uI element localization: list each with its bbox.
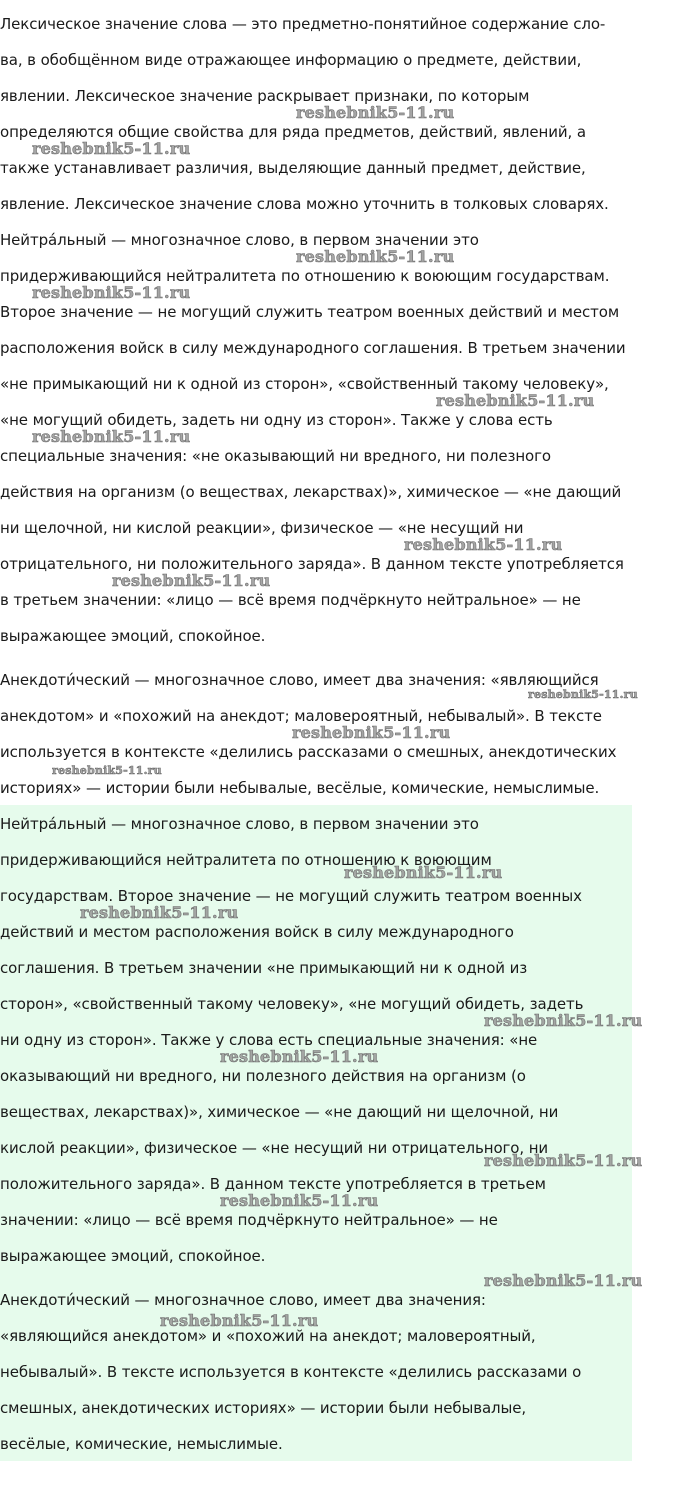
watermark: reshebnik5-11.ru	[296, 103, 455, 122]
watermark: reshebnik5-11.ru	[404, 535, 563, 554]
text-line: историях» — истории были небывалые, весёлые, комические, немыслимые.	[0, 779, 600, 797]
text-line: Лексическое значение слова — это предметно-понятийное содержание сло-	[0, 15, 606, 33]
text-line: используется в контексте «делились рассказами о смешных, анекдотических	[0, 743, 617, 761]
watermark: reshebnik5-11.ru	[112, 571, 271, 590]
text-line: анекдотом» и «похожий на анекдот; маловероятный, небывалый». В тексте	[0, 707, 602, 725]
text-line: действия на организм (о веществах, лекарствах)», химическое — «не дающий	[0, 483, 622, 501]
text-line: выражающее эмоций, спокойное.	[0, 1247, 266, 1265]
text-line: отрицательного, ни положительного заряда». В данном тексте употребляется	[0, 555, 624, 573]
text-line: действий и местом расположения войск в силу международного	[0, 923, 514, 941]
text-line: смешных, анекдотических историях» — истории были небывалые,	[0, 1399, 527, 1417]
text-line: явлении. Лексическое значение раскрывает признаки, по которым	[0, 87, 530, 105]
text-line: соглашения. В третьем значении «не примыкающий ни к одной из	[0, 959, 528, 977]
watermark: reshebnik5-11.ru	[32, 283, 191, 302]
watermark: reshebnik5-11.ru	[220, 1191, 379, 1210]
watermark: reshebnik5-11.ru	[528, 688, 638, 701]
text-line: небывалый». В тексте используется в контексте «делились рассказами о	[0, 1363, 582, 1381]
watermark: reshebnik5-11.ru	[436, 391, 595, 410]
text-line: Нейтра́льный — многозначное слово, в первом значении это	[0, 815, 479, 833]
text-line: придерживающийся нейтралитета по отношению к воюющим государствам.	[0, 267, 610, 285]
watermark: reshebnik5-11.ru	[292, 723, 451, 742]
text-line: ни одну из сторон». Также у слова есть специальные значения: «не	[0, 1031, 538, 1049]
text-line: явление. Лексическое значение слова можно уточнить в толковых словарях.	[0, 195, 609, 213]
watermark: reshebnik5-11.ru	[484, 1151, 643, 1170]
watermark: reshebnik5-11.ru	[296, 247, 455, 266]
text-line: кислой реакции», физическое — «не несущий ни отрицательного, ни	[0, 1139, 549, 1157]
text-line: государствам. Второе значение — не могущий служить театром военных	[0, 887, 582, 905]
text-line: Второе значение — не могущий служить театром военных действий и местом	[0, 303, 620, 321]
watermark: reshebnik5-11.ru	[32, 427, 191, 446]
watermark: reshebnik5-11.ru	[220, 1047, 379, 1066]
text-line: «являющийся анекдотом» и «похожий на анекдот; маловероятный,	[0, 1327, 536, 1345]
watermark: reshebnik5-11.ru	[484, 1271, 643, 1290]
watermark: reshebnik5-11.ru	[80, 903, 239, 922]
text-line: значении: «лицо — всё время подчёркнуто нейтральное» — не	[0, 1211, 498, 1229]
text-line: Анекдоти́ческий — многозначное слово, имеет два значения: «являющийся	[0, 671, 599, 689]
text-line: Анекдоти́ческий — многозначное слово, имеет два значения:	[0, 1291, 486, 1309]
text-line: сторон», «свойственный такому человеку», «не могущий обидеть, задеть	[0, 995, 584, 1013]
text-line: оказывающий ни вредного, ни полезного действия на организм (о	[0, 1067, 526, 1085]
text-line: ва, в обобщённом виде отражающее информацию о предмете, действии,	[0, 51, 582, 69]
text-line: «не могущий обидеть, задеть ни одну из сторон». Также у слова есть	[0, 411, 553, 429]
text-line: выражающее эмоций, спокойное.	[0, 627, 266, 645]
text-line: ни щелочной, ни кислой реакции», физическое — «не несущий ни	[0, 519, 524, 537]
watermark: reshebnik5-11.ru	[344, 863, 503, 882]
text-line: специальные значения: «не оказывающий ни вредного, ни полезного	[0, 447, 551, 465]
watermark: reshebnik5-11.ru	[32, 139, 191, 158]
watermark: reshebnik5-11.ru	[484, 1011, 643, 1030]
text-line: веществах, лекарствах)», химическое — «не дающий ни щелочной, ни	[0, 1103, 559, 1121]
watermark: reshebnik5-11.ru	[52, 764, 162, 777]
text-line: в третьем значении: «лицо — всё время подчёркнуто нейтральное» — не	[0, 591, 581, 609]
text-line: расположения войск в силу международного соглашения. В третьем значении	[0, 339, 626, 357]
text-line: также устанавливает различия, выделяющие данный предмет, действие,	[0, 159, 586, 177]
watermark: reshebnik5-11.ru	[160, 1311, 319, 1330]
text-line: «не примыкающий ни к одной из сторон», «свойственный такому человеку»,	[0, 375, 609, 393]
text-line: определяются общие свойства для ряда предметов, действий, явлений, а	[0, 123, 586, 141]
text-line: положительного заряда». В данном тексте употребляется в третьем	[0, 1175, 546, 1193]
text-line: весёлые, комические, немыслимые.	[0, 1435, 283, 1453]
text-line: придерживающийся нейтралитета по отношению к воюющим	[0, 851, 492, 869]
text-line: Нейтра́льный — многозначное слово, в первом значении это	[0, 231, 479, 249]
